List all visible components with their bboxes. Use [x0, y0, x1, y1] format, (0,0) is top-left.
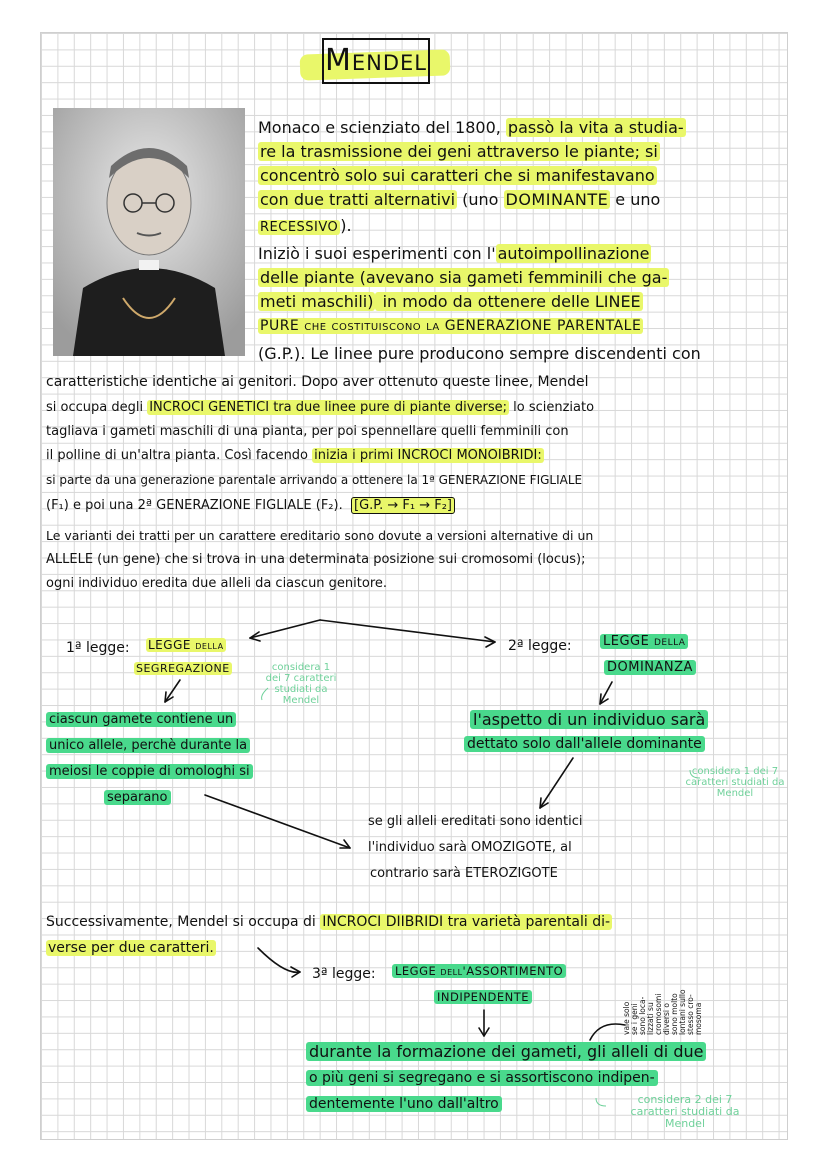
- body-line-2: si occupa degli INCROCI GENETICI tra due linee pure di piante diverse; lo scienziato: [46, 400, 595, 415]
- law1-name-1: LEGGE della: [148, 638, 224, 652]
- exp-line-3: meti maschili) in modo da ottenere delle LINEE: [260, 292, 641, 311]
- body-line-6: (F₁) e poi una 2ª GENERAZIONE FIGLIALE (F₂). [G.P. → F₁ → F₂]: [46, 498, 455, 513]
- law3-note: considera 2 dei 7 caratteri studiati da Mendel: [630, 1093, 740, 1130]
- law2-name-2: DOMINANZA: [604, 660, 696, 675]
- law3-desc-2: o più geni si segregano e si assortiscono indipen-: [306, 1070, 658, 1086]
- law2-desc-1: l'aspetto di un individuo sarà: [470, 710, 708, 729]
- conclusion-line-1: se gli alleli ereditati sono identici: [368, 814, 583, 829]
- law1-name-2: SEGREGAZIONE: [136, 662, 230, 675]
- exp-line-5: (G.P.). Le linee pure producono sempre discendenti con: [258, 344, 701, 363]
- intro-line-1: Monaco e scienziato del 1800, passò la vita a studia-: [258, 118, 684, 137]
- body-line-8: ALLELE (un gene) che si trova in una determinata posizione sui cromosomi (locus);: [46, 552, 586, 567]
- intro-line-4: con due tratti alternativi (uno DOMINANTE e uno: [260, 190, 661, 209]
- body-line-3: tagliava i gameti maschili di una pianta, per poi spennellare quelli femminili con: [46, 424, 569, 439]
- law2-note: considera 1 dei 7 caratteri studiati da Mendel: [685, 766, 785, 799]
- law1-desc-3: meiosi le coppie di omologhi si: [46, 764, 253, 779]
- law2-label: 2ª legge:: [508, 638, 572, 654]
- exp-line-2: delle piante (avevano sia gameti femminili che ga-: [260, 268, 668, 287]
- exp-line-1: Iniziò i suoi esperimenti con l' autoimpollinazione: [258, 244, 650, 263]
- arrow-law2-to-conclusion: [540, 758, 573, 808]
- body-line-4: il polline di un'altra pianta. Così facendo inizia i primi INCROCI MONOIBRIDI:: [46, 448, 542, 463]
- conclusion-line-2: l'individuo sarà OMOZIGOTE, al: [368, 840, 572, 855]
- law1-desc-1: ciascun gamete contiene un: [46, 712, 236, 727]
- law1-desc-4: separano: [104, 790, 171, 805]
- law3-name-1: LEGGE dell'ASSORTIMENTO: [392, 964, 566, 978]
- law3-label: 3ª legge:: [312, 966, 376, 982]
- intro-line-2: re la trasmissione dei geni attraverso le piante; si: [260, 142, 658, 161]
- dihybrid-line-2: verse per due caratteri.: [48, 940, 214, 956]
- law2-name-1: LEGGE della: [600, 634, 688, 649]
- law1-label: 1ª legge:: [66, 640, 130, 656]
- law3-side-note: vale solo se i geni sono loca- lizzati su cromosomi diversi o sono molto lontani sullo stesso cro- mosoma: [622, 989, 703, 1035]
- arrow-to-law2: [320, 620, 495, 642]
- body-line-1: caratteristiche identiche ai genitori. Dopo aver ottenuto queste linee, Mendel: [46, 374, 589, 390]
- law3-name-2: INDIPENDENTE: [434, 990, 532, 1004]
- body-line-5: si parte da una generazione parentale arrivando a ottenere la 1ª GENERAZIONE FIGLIALE: [46, 473, 583, 487]
- law3-desc-1: durante la formazione dei gameti, gli alleli di due: [306, 1042, 706, 1061]
- arrow-law1-down: [165, 680, 180, 702]
- law2-desc-2: dettato solo dall'allele dominante: [464, 736, 705, 752]
- arrow-side-note: [590, 1024, 625, 1040]
- page-title: Mendel: [322, 38, 430, 84]
- body-line-9: ogni individuo eredita due alleli da ciascun genitore.: [46, 576, 388, 591]
- law1-desc-2: unico allele, perchè durante la: [46, 738, 250, 753]
- law1-note: considera 1 dei 7 caratteri studiati da Mendel: [265, 662, 337, 706]
- arrow-to-law1: [250, 620, 320, 638]
- dihybrid-line-1: Successivamente, Mendel si occupa di INCROCI DIIBRIDI tra varietà parentali di-: [46, 914, 611, 930]
- conclusion-line-3: contrario sarà ETEROZIGOTE: [370, 866, 558, 881]
- law3-desc-3: dentemente l'uno dall'altro: [306, 1096, 502, 1112]
- body-line-7: Le varianti dei tratti per un carattere ereditario sono dovute a versioni alternative di un: [46, 528, 594, 543]
- arrow-law1-to-conclusion: [205, 795, 350, 848]
- intro-line-5: RECESSIVO ).: [260, 216, 352, 235]
- intro-line-3: concentrò solo sui caratteri che si manifestavano: [260, 166, 655, 185]
- exp-line-4: PURE che costituiscono la GENERAZIONE PARENTALE: [260, 318, 642, 334]
